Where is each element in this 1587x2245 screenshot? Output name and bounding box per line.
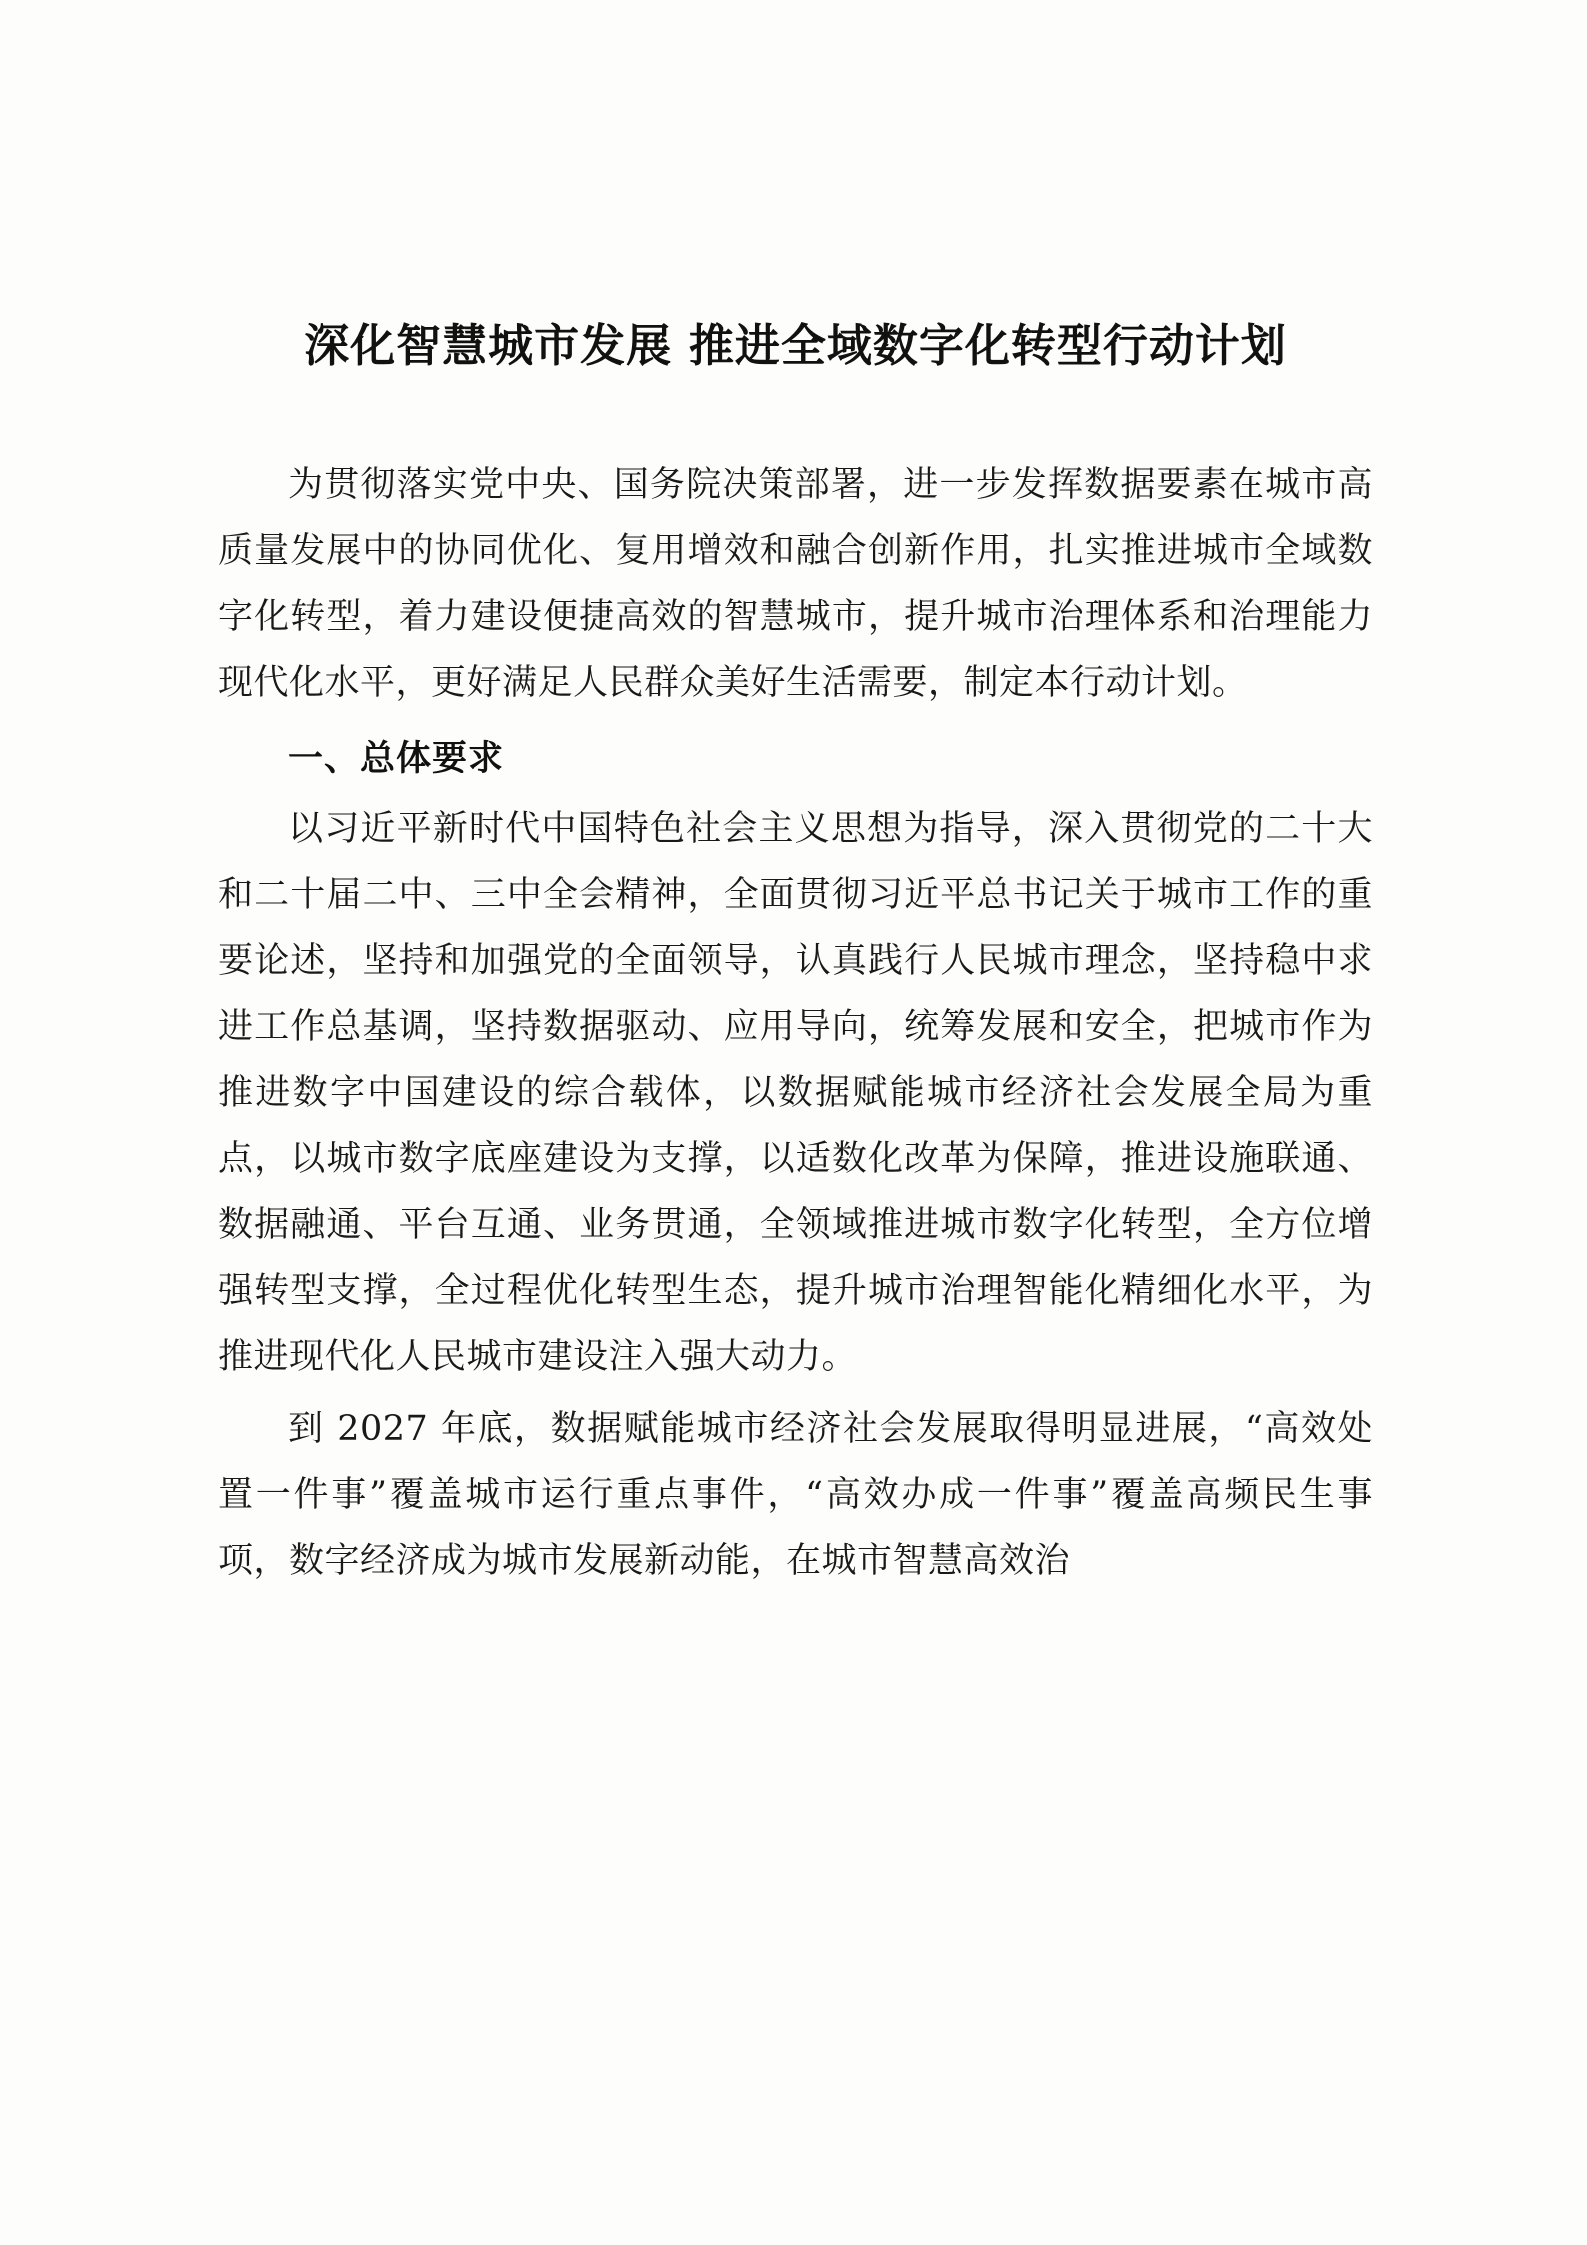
page-title: 深化智慧城市发展 推进全域数字化转型行动计划 [304, 319, 1287, 372]
paragraph-2027-goals: 到 2027 年底，数据赋能城市经济社会发展取得明显进展，“高效处置一件事”覆盖城市运行重点事件，“高效办成一件事”覆盖高频民生事项，数字经济成为城市发展新动能，在城市智慧高效治 [218, 1409, 1373, 1582]
section-heading-overall-requirements: 一、总体要求 [288, 739, 505, 780]
document-body [218, 318, 1373, 1594]
paragraph-intro: 为贯彻落实党中央、国务院决策部署，进一步发挥数据要素在城市高质量发展中的协同优化、复用增效和融合创新作用，扎实推进城市全域数字化转型，着力建设便捷高效的智慧城市，提升城市治理体系和治理能力现代化水平，更好满足人民群众美好生活需要，制定本行动计划。 [218, 465, 1373, 704]
paragraph-guiding-thought: 以习近平新时代中国特色社会主义思想为指导，深入贯彻党的二十大和二十届二中、三中全会精神，全面贯彻习近平总书记关于城市工作的重要论述，坚持和加强党的全面领导，认真践行人民城市理念，坚持稳中求进工作总基调，坚持数据驱动、应用导向，统筹发展和安全，把城市作为推进数字中国建设的综合载体，以数据赋能城市经济社会发展全局为重点，以城市数字底座建设为支撑，以适数化改革为保障，推进设施联通、数据融通、平台互通、业务贯通，全领域推进城市数字化转型，全方位增强转型支撑，全过程优化转型生态，提升城市治理智能化精细化水平，为推进现代化人民城市建设注入强大动力。 [218, 809, 1373, 1378]
